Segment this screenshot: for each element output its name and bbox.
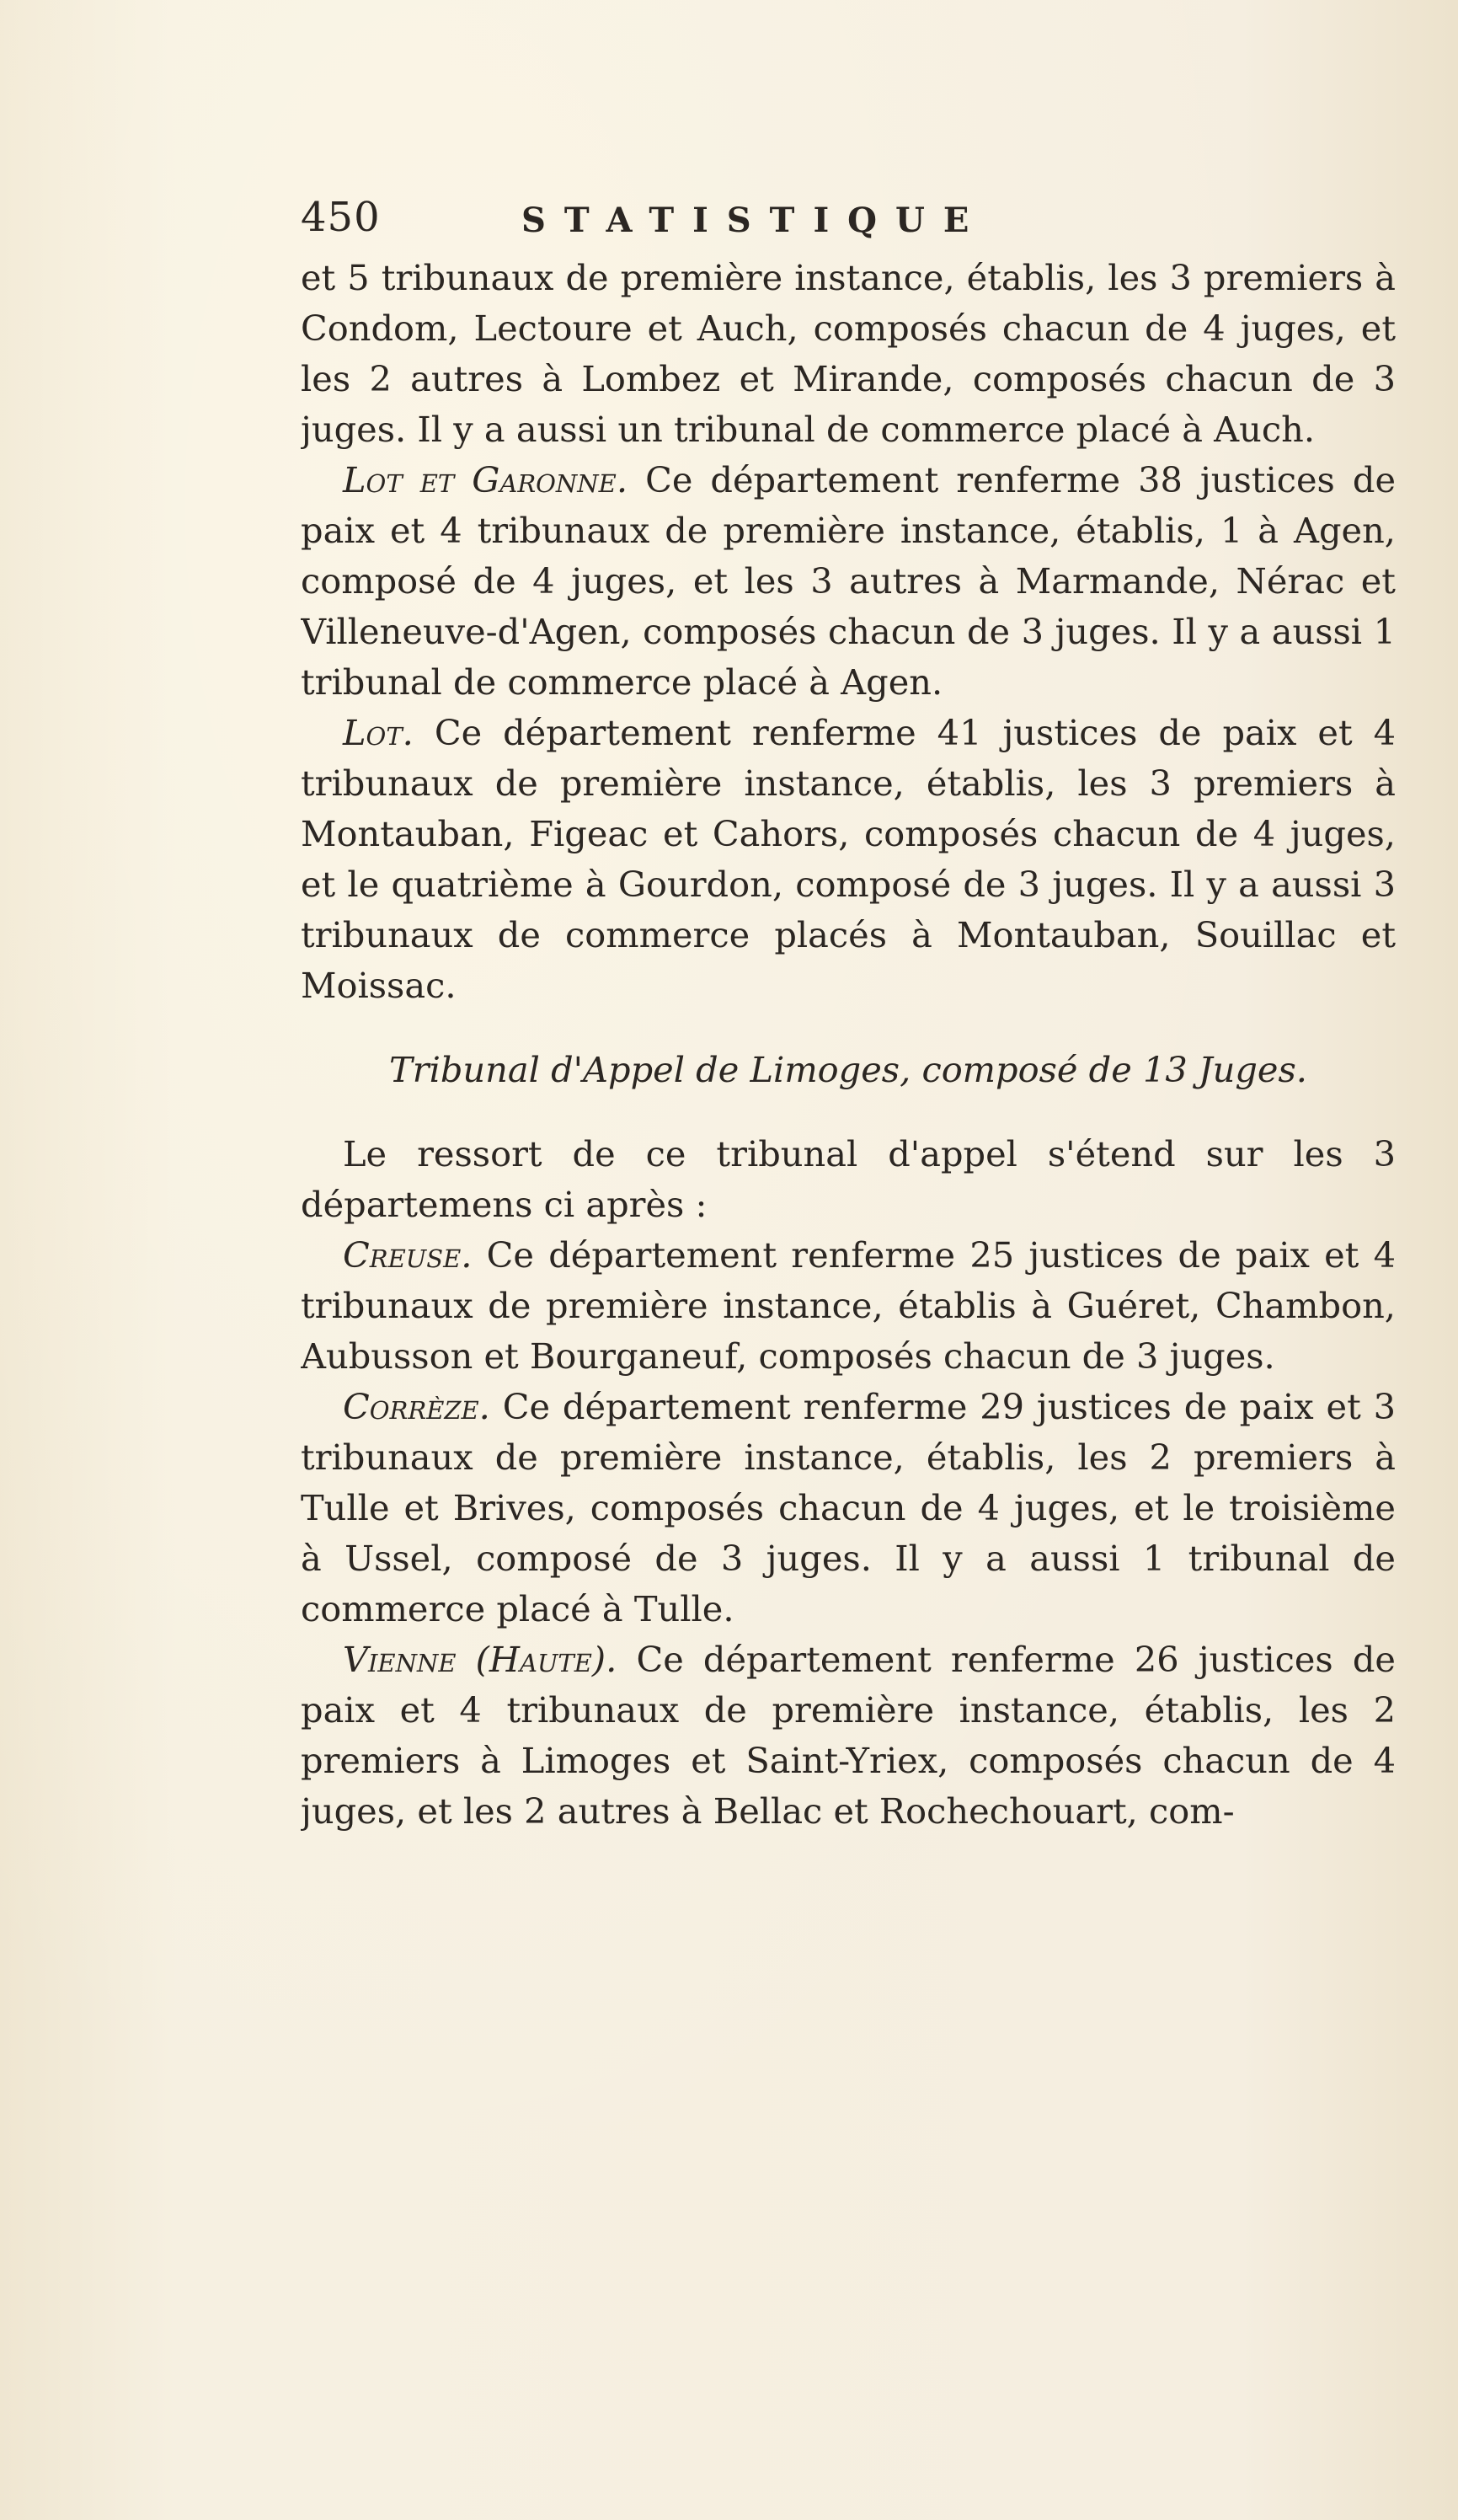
department-name: Corrèze. — [343, 1386, 490, 1427]
paragraph-text: Ce département renferme 29 justices de paix et 3 tribunaux de première instance, établis, les 2 premiers à Tulle et Brives, composés chacun de 4 juges, et le troisième à Ussel, composé de 3 juges. Il y a aussi 1 tribunal de commerce placé à Tulle. — [301, 1386, 1396, 1629]
department-name: Lot et Garonne. — [343, 459, 628, 500]
paragraph-text: Ce département renferme 38 justices de paix et 4 tribunaux de première instance, établis, 1 à Agen, composé de 4 juges, et les 3 autres à Marmande, Nérac et Villeneuve-d'Agen, composés chacun de 3 juges. Il y a aussi 1 tribunal de commerce placé à Agen. — [301, 459, 1396, 703]
department-name: Creuse. — [343, 1234, 473, 1276]
paragraph-lot-et-garonne — [301, 455, 1396, 708]
paragraph-text: Ce département renferme 41 justices de paix et 4 tribunaux de première instance, établis, les 3 premiers à Montauban, Figeac et Cahors, composés chacun de 4 juges, et le quatrième à Gourdon, composé de 3 juges. Il y a aussi 3 tribunaux de commerce placés à Montauban, Souillac et Moissac. — [301, 712, 1396, 1006]
department-name: Vienne (Haute). — [343, 1639, 617, 1680]
page-number: 450 — [301, 194, 381, 241]
text-block — [301, 194, 1396, 2452]
running-title: STATISTIQUE — [521, 201, 988, 240]
running-head — [301, 194, 1396, 253]
paragraph-creuse — [301, 1230, 1396, 1382]
paragraph-correze — [301, 1382, 1396, 1635]
paragraph-gers-continued: et 5 tribunaux de première instance, établis, les 3 premiers à Condom, Lectoure et Auch, composés chacun de 4 juges, et les 2 autres à Lombez et Mirande, composés chacun de 3 juges. Il y a aussi un tribunal de commerce placé à Auch. — [301, 257, 1396, 450]
department-name: Lot. — [343, 712, 414, 753]
section-heading: Tribunal d'Appel de Limoges, composé de 13 Juges. — [389, 1049, 1307, 1090]
paragraph-text: Ce département renferme 25 justices de paix et 4 tribunaux de première instance, établis à Guéret, Chambon, Aubusson et Bourganeuf, composés chacun de 3 juges. — [301, 1234, 1396, 1377]
paragraph-lot — [301, 708, 1396, 1011]
paragraph-text: Ce département renferme 26 justices de paix et 4 tribunaux de première instance, établis, les 2 premiers à Limoges et Saint-Yriex, composés chacun de 4 juges, et les 2 autres à Bellac et Rochechouart, com- — [301, 1639, 1396, 1832]
paragraph-ressort: Le ressort de ce tribunal d'appel s'étend sur les 3 départemens ci après : — [301, 1133, 1396, 1225]
paragraph-haute-vienne — [301, 1635, 1396, 1837]
